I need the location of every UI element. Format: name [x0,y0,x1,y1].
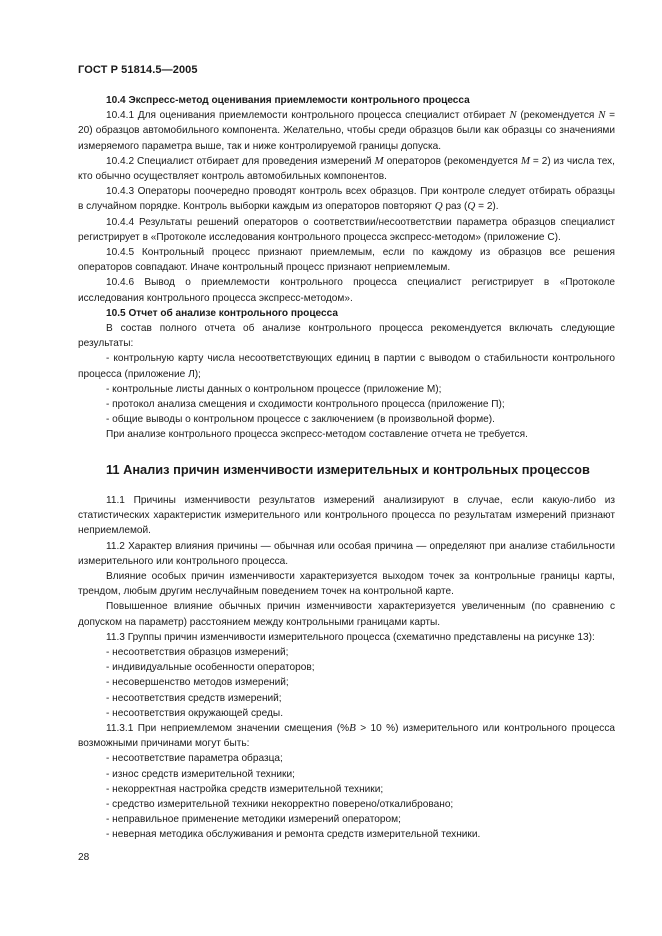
paragraph-10-4-1 [78,108,615,154]
list-item: - протокол анализа смещения и сходимости контрольного процесса (приложение П); [106,399,505,411]
list-item: - несоответствия окружающей среды. [106,707,283,719]
paragraph-11-3: 11.3 Группы причин изменчивости измерительного процесса (схематично представлены на рисунке 13): [106,631,595,643]
paragraph-10-4-3 [78,184,615,214]
text: операторов (рекомендуется [383,155,521,167]
text: раз ( [442,201,468,213]
paragraph-10-5-outro: При анализе контрольного процесса экспресс-методом составление отчета не требуется. [106,429,528,441]
var-q: Q [467,200,476,213]
section-10-4-10-5 [78,93,615,443]
list-item: - некорректная настройка средств измерительной техники; [106,783,384,795]
var-q: Q [434,200,443,213]
list-item: - неверная методика обслуживания и ремонта средств измерительной техники. [106,829,481,841]
text: = 20) образцов автомобильного компонента. Желательно, чтобы среди образцов были как образцы со значениями измеряемого параметра выше, так и ниже контролируемой границы допуска. [78,110,616,152]
text: 10.4.3 Операторы поочередно проводят контроль всех образцов. При контроле следует отбирать образцы в случайном порядке. Контроль выборки каждым из операторов повторяют [78,186,615,213]
paragraph-10-4-5: 10.4.5 Контрольный процесс признают приемлемым, если по каждому из образцов все решения операторов совпадают. Иначе контрольный процесс признают неприемлемым. [78,247,615,274]
text: 10.4.1 Для оценивания приемлемости контрольного процесса специалист отбирает [106,110,510,122]
section-title-10-4: 10.4 Экспресс-метод оценивания приемлемости контрольного процесса [106,95,470,106]
list-item: - несоответствие параметра образца; [106,753,283,765]
section-11 [78,493,615,843]
text: = 2). [475,201,499,213]
list-item: - контрольные листы данных о контрольном процессе (приложение М); [106,383,442,395]
text: = 2) из числа тех, кто обычно осуществляет контроль автомобильных компонентов. [78,155,615,183]
list-item: - несоответствия средств измерений; [106,692,282,704]
list-item: - средство измерительной техники некорректно поверено/откалибровано; [106,799,454,811]
list-item: - износ средств измерительной техники; [106,768,295,780]
var-n: N [598,109,606,122]
paragraph-11-2-common: Повышенное влияние обычных причин изменчивости характеризуется увеличенным (по сравнению с допуском на параметр) расстоянием между контрольными границами карты. [78,601,615,628]
var-m: M [520,154,530,167]
paragraph-11-2-special: Влияние особых причин изменчивости характеризуется выходом точек за контрольные границы карты, трендом, любым другим неслучайным поведением точек на контрольной карте. [78,571,615,598]
var-m: M [374,154,384,167]
paragraph-11-2: 11.2 Характер влияния причины — обычная или особая причина — определяют при анализе стабильности измерительного или контрольного процесса. [78,540,615,567]
page-number: 28 [78,852,90,863]
list-item: - неправильное применение методики измерений оператором; [106,814,401,826]
var-n: N [509,109,517,122]
list-item: - несовершенство методов измерений; [106,677,289,689]
text: (рекомендуется [516,110,599,122]
document-header: ГОСТ Р 51814.5—2005 [78,64,198,76]
section-title-11: 11 Анализ причин изменчивости измерительных и контрольных процессов [106,462,590,477]
paragraph-11-1: 11.1 Причины изменчивости результатов измерений анализируют в случае, если какую-либо из статистических характеристик измерительного или контрольного процесса по результатам измерений признают неприемлемой. [78,495,615,537]
paragraph-10-4-6: 10.4.6 Вывод о приемлемости контрольного процесса специалист регистрирует в «Протоколе исследования контрольного процесса экспресс-методом». [78,277,615,304]
text: 10.4.2 Специалист отбирает для проведения измерений [106,155,375,167]
list-item: - несоответствия образцов измерений; [106,647,289,659]
list-item: - общие выводы о контрольном процессе с заключением (в произвольной форме). [106,414,495,426]
list-item: - контрольную карту числа несоответствующих единиц в партии с выводом о стабильности контрольного процесса (приложение Л); [78,353,615,380]
text: 11.3.1 При неприемлемом значении смещения (% [106,723,350,735]
paragraph-10-4-2 [78,154,615,184]
paragraph-11-3-1 [78,721,615,751]
text: > 10 %) измерительного или контрольного процесса возможными причинами могут быть: [78,723,615,750]
var-b: B [349,722,356,735]
section-title-10-5: 10.5 Отчет об анализе контрольного процесса [106,307,338,319]
paragraph-10-4-4: 10.4.4 Результаты решений операторов о соответствии/несоответствии параметра образцов специалист регистрирует в «Протоколе исследования контрольного процесса экспресс-методом» (приложение С). [78,216,615,243]
list-item: - индивидуальные особенности операторов; [106,662,315,674]
paragraph-10-5-intro: В состав полного отчета об анализе контрольного процесса рекомендуется включать следующие результаты: [78,323,615,350]
